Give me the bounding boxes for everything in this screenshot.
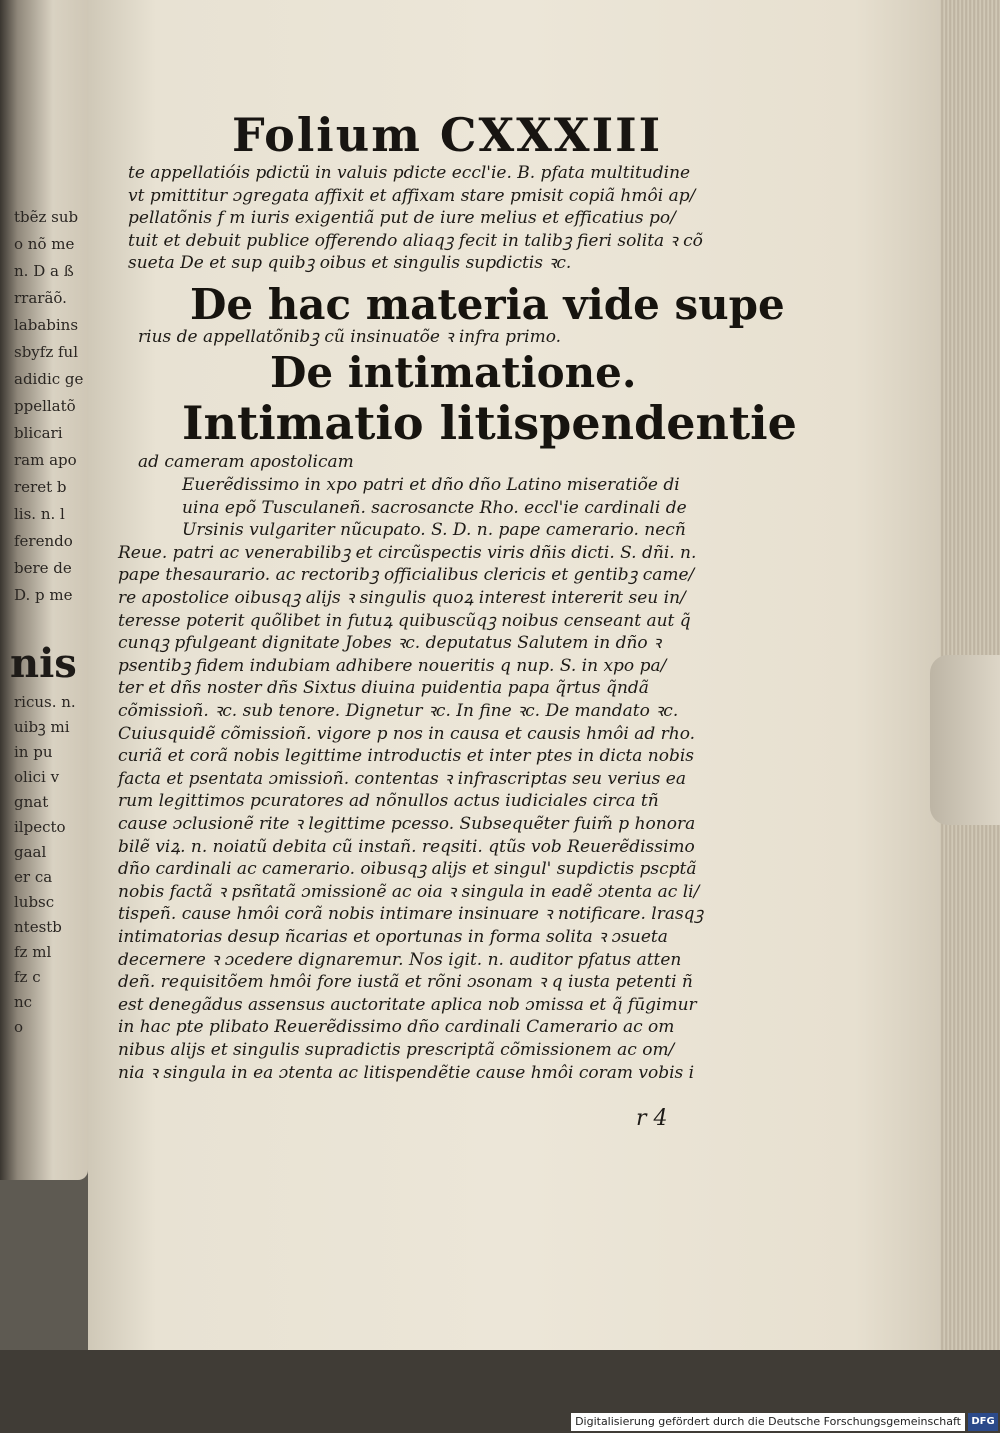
left-page-fragment: o bbox=[14, 1018, 24, 1036]
text-line: intimatorias desup ñcarias et oportunas in forma solita ꝛ ɔsueta bbox=[118, 927, 668, 947]
left-page-fragment: ppellatõ bbox=[14, 397, 76, 415]
left-page-fragment: rrarãõ. bbox=[14, 289, 67, 307]
text-line: pape thesaurario. ac rectoribꝫ officialibus clericis et gentibꝫ came/ bbox=[118, 565, 695, 586]
text-line: uina epõ Tusculaneñ. sacrosancte Rho. eccl'ie cardinali de bbox=[182, 497, 687, 518]
left-page-fragment: adidic ge bbox=[14, 370, 84, 388]
left-page-fragment: sbyfz ful bbox=[14, 343, 79, 361]
text-line: re apostolice oibusqꝫ alijs ꝛ singulis quoꝝ interest intererit seu in/ bbox=[118, 588, 686, 608]
text-line: cunqꝫ pfulgeant dignitate Jobes ꝛc. deputatus Salutem in dño ꝛ bbox=[118, 633, 662, 654]
left-page-fragment: lababins bbox=[14, 316, 79, 334]
text-line: bilẽ viꝝ. n. noiatũ debita cũ instañ. reqsiti. qtũs vob Reuerẽdissimo bbox=[118, 836, 695, 857]
digitization-credit: Digitalisierung gefördert durch die Deutsche Forschungsgemeinschaft bbox=[571, 1413, 965, 1431]
text-line: psentibꝫ fidem indubiam adhibere noueritis q nup. S. in xpo pa/ bbox=[118, 655, 667, 676]
heading-intimatio-subtitle: ad cameram apostolicam bbox=[138, 452, 354, 472]
left-page-fragment: gaal bbox=[14, 843, 47, 861]
left-page-fragment: tbẽz sub bbox=[14, 208, 79, 226]
left-page-fragment: fz ml bbox=[14, 943, 52, 961]
text-line: tispeñ. cause hmôi corã nobis intimare insinuare ꝛ notificare. lrasqꝫ bbox=[118, 904, 704, 925]
dfg-logo: DFG bbox=[968, 1413, 998, 1431]
left-page-fragment: olici v bbox=[14, 768, 60, 786]
text-line: curiã et corã nobis legittime introductis et inter ptes in dicta nobis bbox=[118, 746, 694, 767]
left-page-large-text: nis bbox=[10, 640, 77, 687]
left-page-fragment: n. D a ß bbox=[14, 262, 74, 280]
text-line: dño cardinali ac camerario. oibusqꝫ alijs et singul' supdictis pscptã bbox=[118, 859, 697, 880]
text-line: teresse poterit quõlibet in futuꝝ quibuscũqꝫ noibus censeant aut q̃ bbox=[118, 610, 691, 631]
left-page-fragment: o nõ me bbox=[14, 235, 75, 253]
left-page-fragment: in pu bbox=[14, 743, 53, 761]
signature-mark: r 4 bbox=[636, 1106, 668, 1131]
heading-de-intimatione: De intimatione. bbox=[270, 348, 637, 397]
text-line: cõmissioñ. ꝛc. sub tenore. Dignetur ꝛc. In fine ꝛc. De mandato ꝛc. bbox=[118, 701, 679, 721]
heading-vide-supra-continuation: rius de appellatõnibꝫ cũ insinuatõe ꝛ infra primo. bbox=[138, 327, 562, 347]
page-clip-tab bbox=[930, 655, 1000, 825]
left-page-fragment: reret b bbox=[14, 478, 67, 496]
text-line: sueta De et sup quibꝫ oibus et singulis supdictis ꝛc. bbox=[128, 253, 572, 273]
text-line: decernere ꝛ ɔcedere dignaremur. Nos igit. n. auditor pfatus atten bbox=[118, 949, 682, 970]
left-page-fragment: ricus. n. bbox=[14, 693, 76, 711]
left-page-fragment: ram apo bbox=[14, 451, 77, 469]
heading-intimatio: Intimatio litispendentie bbox=[182, 396, 797, 450]
text-line: Euerẽdissimo in xpo patri et dño dño Latino miseratiõe di bbox=[182, 475, 680, 495]
text-line: rum legittimos pcuratores ad nõnullos actus iudiciales circa tñ bbox=[118, 791, 659, 812]
text-line: nobis factã ꝛ psñtatã ɔmissionẽ ac oia ꝛ singula in eadẽ ɔtenta ac li/ bbox=[118, 881, 700, 902]
left-page-fragment: gnat bbox=[14, 793, 49, 811]
text-line: te appellatióis pdictü in valuis pdicte eccl'ie. B. pfata multitudine bbox=[128, 163, 691, 183]
left-page-fragment: D. p me bbox=[14, 586, 73, 604]
left-page-fragment: lubsc bbox=[14, 893, 55, 911]
left-page-fragment: ferendo bbox=[14, 532, 73, 550]
left-page-fragment: ilpecto bbox=[14, 818, 66, 836]
text-line: tuit et debuit publice offerendo aliaqꝫ fecit in talibꝫ fieri solita ꝛ cõ bbox=[128, 230, 703, 251]
left-page-fragment: lis. n. l bbox=[14, 505, 65, 523]
text-line: vt pmittitur ɔgregata affixit et affixam stare pmisit copiã hmôi ap/ bbox=[128, 185, 696, 206]
heading-vide-supra: De hac materia vide supe bbox=[190, 280, 785, 329]
text-line: facta et psentata ɔmissioñ. contentas ꝛ infrascriptas seu verius ea bbox=[118, 768, 686, 789]
left-page-fragment: blicari bbox=[14, 424, 63, 442]
left-page-fragment: er ca bbox=[14, 868, 53, 886]
text-line: in hac pte plibato Reuerẽdissimo dño cardinali Camerario ac om bbox=[118, 1017, 675, 1038]
folio-title: Folium CXXXIII bbox=[232, 108, 663, 162]
text-line: pellatõnis f m iuris exigentiã put de iure melius et efficatius po/ bbox=[128, 208, 676, 228]
text-line: deñ. requisitõem hmôi fore iustã et rõni ɔsonam ꝛ q iusta petenti ñ bbox=[118, 972, 693, 993]
text-line: cause ɔclusionẽ rite ꝛ legittime pcesso. Subsequẽter fuim̃ p honora bbox=[118, 814, 696, 834]
left-page-edge bbox=[0, 0, 88, 1180]
text-line: Ursinis vulgariter nũcupato. S. D. n. pape camerario. necñ bbox=[182, 520, 686, 541]
text-line: Reue. patri ac venerabilibꝫ et circũspectis viris dñis dicti. S. dñi. n. bbox=[118, 542, 697, 563]
left-page-fragment: bere de bbox=[14, 559, 72, 577]
left-page-fragment: ntestb bbox=[14, 918, 62, 936]
left-page-fragment: uibꝫ mi bbox=[14, 718, 70, 736]
text-line: Cuiusquidẽ cõmissioñ. vigore p nos in causa et causis hmôi ad rho. bbox=[118, 723, 696, 744]
text-line: nibus alijs et singulis supradictis prescriptã cõmissionem ac om/ bbox=[118, 1040, 675, 1060]
text-line: ter et dñs noster dñs Sixtus diuina puidentia papa q̃rtus q̃ndã bbox=[118, 678, 649, 699]
text-line: est denegãdus assensus auctoritate aplica nob ɔmissa et q̃ fūgimur bbox=[118, 994, 697, 1015]
left-page-fragment: fz c bbox=[14, 968, 41, 986]
text-line: nia ꝛ singula in ea ɔtenta ac litispendẽtie cause hmôi coram vobis i bbox=[118, 1062, 695, 1083]
left-page-fragment: nc bbox=[14, 993, 33, 1011]
